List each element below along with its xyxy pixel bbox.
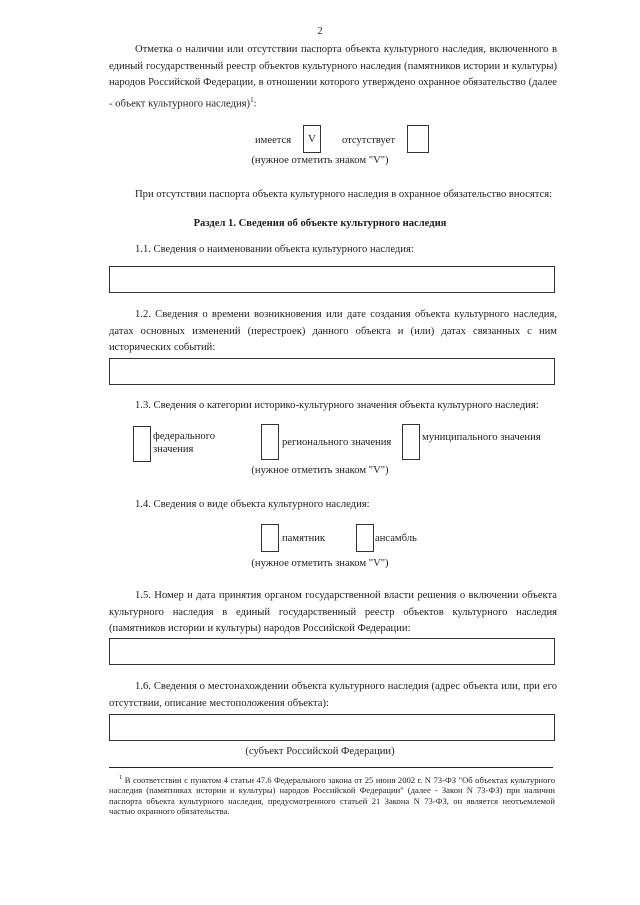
s16-field[interactable] <box>109 714 555 741</box>
s13-federal-checkbox[interactable] <box>133 426 151 462</box>
intro-text: Отметка о наличии или отсутствии паспорта объекта культурного наследия, включенного в единый государственный реестр объектов культурного наследия (памятников истории и культуры) народов Российской Федерации, в отношении которого утверждено охранное обязательство (далее - объект культурного наследия) <box>109 44 557 110</box>
absence-note: При отсутствии паспорта объекта культурного наследия в охранное обязательство вносятся: <box>135 189 553 200</box>
intro-colon: : <box>253 98 257 110</box>
s12-label: 1.2. Сведения о времени возникновения или дате создания объекта культурного наследия, датах основных изменений (перестроек) данного объекта и (или) датах связанных с ним исторических событий: <box>109 309 557 353</box>
s11-field[interactable] <box>109 266 555 293</box>
footnote-text: В соответствии с пунктом 4 статьи 47.6 Федерального закона от 25 июня 2002 г. N 73-ФЗ "Об объектах культурного наследия (памятниках истории и культуры) народов Российской Федерации" (далее - Закон N 73-ФЗ) при наличии паспорта объекта культурного наследия, предусмотренного статьей 21 Закона N 73-ФЗ, он является неотъемлемой частью охранного обязательства. <box>109 774 555 817</box>
page-number: 2 <box>317 26 323 37</box>
footnote-number: 1 <box>119 774 123 781</box>
s15-field[interactable] <box>109 638 555 665</box>
section-title: Раздел 1. Сведения об объекте культурного наследия <box>193 218 447 229</box>
s14-label: 1.4. Сведения о виде объекта культурного наследия: <box>135 499 370 510</box>
footnote-separator <box>109 767 553 768</box>
s15-label: 1.5. Номер и дата принятия органом государственной власти решения о включении объекта культурного наследия в единый государственный реестр объектов культурного наследия (памятников истории и культуры) народов Российской Федерации: <box>109 590 557 634</box>
s12-field[interactable] <box>109 358 555 385</box>
passport-exists-checkbox[interactable]: V <box>303 125 321 153</box>
s13-municipal-label: муниципального значения <box>422 432 541 443</box>
footnote-ref: 1 <box>250 95 254 104</box>
s16-subject-caption: (субъект Российской Федерации) <box>245 746 395 757</box>
s13-hint: (нужное отметить знаком "V") <box>251 465 389 476</box>
s14-monument-label: памятник <box>282 533 326 544</box>
s13-label: 1.3. Сведения о категории историко-культурного значения объекта культурного наследия: <box>135 400 539 411</box>
s14-ensemble-label: ансамбль <box>375 533 417 544</box>
passport-absent-label: отсутствует <box>342 135 395 146</box>
passport-hint: (нужное отметить знаком "V") <box>251 155 389 166</box>
s16-label: 1.6. Сведения о местонахождении объекта культурного наследия (адрес объекта или, при его отсутствии, описание местоположения объекта): <box>109 681 557 709</box>
s13-regional-label: регионального значения <box>282 437 392 448</box>
intro-paragraph <box>109 42 557 113</box>
s14-hint: (нужное отметить знаком "V") <box>251 558 389 569</box>
s13-federal-label: федерального значения <box>153 431 216 455</box>
passport-exists-label: имеется <box>255 135 292 146</box>
passport-absent-checkbox[interactable] <box>407 125 429 153</box>
s13-municipal-checkbox[interactable] <box>402 424 420 460</box>
s14-monument-checkbox[interactable] <box>261 524 279 552</box>
s14-ensemble-checkbox[interactable] <box>356 524 374 552</box>
s11-label: 1.1. Сведения о наименовании объекта культурного наследия: <box>135 244 414 255</box>
footnote <box>109 773 555 817</box>
s13-regional-checkbox[interactable] <box>261 424 279 460</box>
